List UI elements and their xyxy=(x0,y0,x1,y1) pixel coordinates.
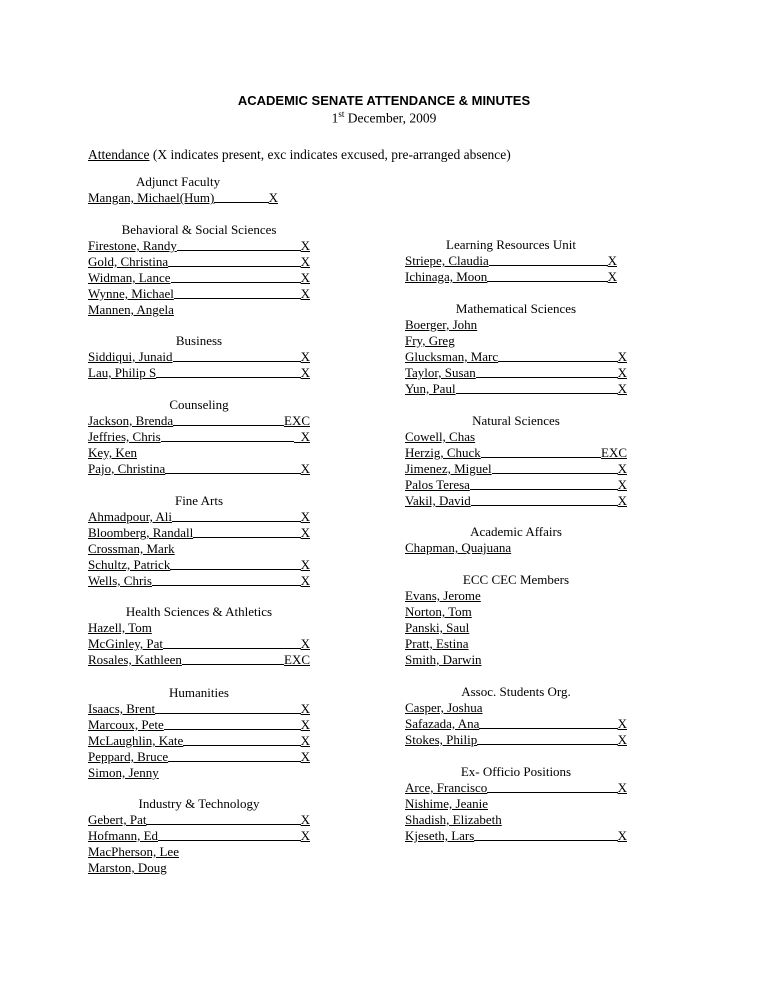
fill-line xyxy=(498,349,617,362)
member-row xyxy=(405,732,627,748)
member-row xyxy=(88,238,310,254)
member-row xyxy=(88,302,310,318)
member-name: Vakil, David xyxy=(405,493,471,508)
member-name: Peppard, Bruce xyxy=(88,749,169,764)
member-row xyxy=(88,573,310,589)
fill-line xyxy=(177,238,301,251)
member-row xyxy=(405,333,627,349)
fill-line xyxy=(173,413,284,426)
member-name: Jeffries, Chris xyxy=(88,429,161,444)
member-row xyxy=(405,445,627,461)
member-row xyxy=(88,844,310,860)
member-name: Shadish, Elizabeth xyxy=(405,812,502,827)
attendance-mark: EXC xyxy=(284,413,310,428)
fill-line xyxy=(479,716,617,729)
fill-line xyxy=(156,365,300,378)
fill-line xyxy=(168,749,300,762)
member-row xyxy=(405,588,627,604)
attendance-mark: EXC xyxy=(284,652,310,667)
document-title: ACADEMIC SENATE ATTENDANCE & MINUTES xyxy=(237,93,531,108)
member-row xyxy=(405,796,627,812)
attendance-mark: X xyxy=(617,780,627,795)
member-row xyxy=(88,286,310,302)
member-row xyxy=(405,700,627,716)
attendance-mark: X xyxy=(617,732,627,747)
member-row xyxy=(88,190,278,206)
member-name: Lau, Philip S xyxy=(88,365,157,380)
section-academic-affairs xyxy=(405,524,627,556)
section-heading: Health Sciences & Athletics xyxy=(125,604,273,619)
attendance-mark: X xyxy=(300,573,310,588)
attendance-mark: X xyxy=(617,716,627,731)
member-row xyxy=(88,717,310,733)
member-name: Palos Teresa xyxy=(405,477,470,492)
fill-line xyxy=(164,717,301,730)
member-row xyxy=(405,381,627,397)
fill-line xyxy=(171,270,301,283)
member-row xyxy=(88,365,310,381)
member-name: Rosales, Kathleen xyxy=(88,652,182,667)
fill-line xyxy=(492,461,618,474)
member-row xyxy=(405,349,627,365)
section-learning-resources-unit xyxy=(405,237,617,285)
member-name: Casper, Joshua xyxy=(405,700,483,715)
attendance-legend: Attendance (X indicates present, exc indicates excused, pre-arranged absence) xyxy=(88,147,511,162)
member-row xyxy=(88,733,310,749)
member-name: Simon, Jenny xyxy=(88,765,159,780)
section-heading: ECC CEC Members xyxy=(462,572,570,587)
member-name: Evans, Jerome xyxy=(405,588,481,603)
section-heading: Ex- Officio Positions xyxy=(460,764,572,779)
fill-line xyxy=(477,732,617,745)
member-name: Panski, Saul xyxy=(405,620,470,635)
member-name: Smith, Darwin xyxy=(405,652,482,667)
attendance-mark: X xyxy=(300,828,310,843)
section-industry-technology xyxy=(88,796,310,876)
section-heading: Learning Resources Unit xyxy=(446,237,576,252)
member-row xyxy=(88,828,310,844)
member-row xyxy=(88,349,310,365)
attendance-mark: X xyxy=(300,461,310,476)
member-name: Glucksman, Marc xyxy=(405,349,499,364)
fill-line xyxy=(163,636,301,649)
section-ex-officio-positions xyxy=(405,764,627,844)
section-heading: Humanities xyxy=(169,685,229,700)
member-name: Jimenez, Miguel xyxy=(405,461,492,476)
member-row xyxy=(88,620,310,636)
member-name: Crossman, Mark xyxy=(88,541,175,556)
section-assoc-students-org xyxy=(405,684,627,748)
attendance-mark: X xyxy=(607,269,617,284)
fill-line xyxy=(174,286,301,299)
member-name: Hofmann, Ed xyxy=(88,828,159,843)
attendance-mark: X xyxy=(617,493,627,508)
attendance-mark: X xyxy=(300,286,310,301)
fill-line xyxy=(487,780,617,793)
member-name: Striepe, Claudia xyxy=(405,253,489,268)
member-name: Schultz, Patrick xyxy=(88,557,171,572)
member-name: Pajo, Christina xyxy=(88,461,166,476)
member-row xyxy=(88,701,310,717)
member-name: Marston, Doug xyxy=(88,860,167,875)
member-name: Ahmadpour, Ali xyxy=(88,509,172,524)
fill-line xyxy=(161,429,294,442)
member-name: Herzig, Chuck xyxy=(405,445,481,460)
member-name: Firestone, Randy xyxy=(88,238,177,253)
attendance-mark: X xyxy=(617,349,627,364)
member-name: Key, Ken xyxy=(88,445,137,460)
fill-line xyxy=(168,254,300,267)
section-heading: Adjunct Faculty xyxy=(136,174,221,189)
fill-line xyxy=(471,493,618,506)
member-row xyxy=(405,828,627,844)
fill-line xyxy=(193,525,300,538)
section-heading: Academic Affairs xyxy=(470,524,562,539)
fill-line xyxy=(489,253,608,266)
member-name: Fry, Greg xyxy=(405,333,455,348)
section-ecc-cec-members xyxy=(405,572,627,668)
attendance-mark: X xyxy=(268,190,278,205)
member-row xyxy=(405,269,617,285)
member-row xyxy=(405,317,627,333)
section-fine-arts xyxy=(88,493,310,589)
member-name: Nishime, Jeanie xyxy=(405,796,489,811)
member-name: Norton, Tom xyxy=(405,604,472,619)
member-name: Isaacs, Brent xyxy=(88,701,156,716)
attendance-mark: X xyxy=(300,238,310,253)
member-row xyxy=(405,461,627,477)
fill-line xyxy=(158,828,301,841)
member-name: Stokes, Philip xyxy=(405,732,478,747)
fill-line xyxy=(182,652,284,665)
attendance-mark: EXC xyxy=(601,445,627,460)
fill-line xyxy=(470,477,618,490)
member-name: Ichinaga, Moon xyxy=(405,269,488,284)
member-name: Pratt, Estina xyxy=(405,636,469,651)
section-health-sciences-athletics xyxy=(88,604,310,668)
member-row xyxy=(405,780,627,796)
member-name: Kjeseth, Lars xyxy=(405,828,475,843)
member-row xyxy=(405,493,627,509)
member-row xyxy=(405,604,627,620)
member-name: Gold, Christina xyxy=(88,254,169,269)
section-heading: Assoc. Students Org. xyxy=(461,684,571,699)
fill-line xyxy=(474,828,617,841)
fill-line xyxy=(173,349,301,362)
attendance-mark: X xyxy=(617,477,627,492)
member-name: McLaughlin, Kate xyxy=(88,733,184,748)
attendance-mark: X xyxy=(300,525,310,540)
attendance-mark: X xyxy=(607,253,617,268)
member-name: Mannen, Angela xyxy=(88,302,174,317)
member-row xyxy=(88,254,310,270)
fill-line xyxy=(155,701,300,714)
member-name: Safazada, Ana xyxy=(405,716,480,731)
member-row xyxy=(88,541,310,557)
member-row xyxy=(88,652,310,668)
section-heading: Fine Arts xyxy=(174,493,224,508)
member-row xyxy=(88,509,310,525)
fill-line xyxy=(487,269,607,282)
member-name: Widman, Lance xyxy=(88,270,171,285)
section-adjunct-faculty xyxy=(88,174,278,206)
attendance-mark: X xyxy=(617,365,627,380)
attendance-mark: X xyxy=(300,509,310,524)
member-row xyxy=(405,716,627,732)
member-name: Yun, Paul xyxy=(405,381,456,396)
section-mathematical-sciences xyxy=(405,301,627,397)
attendance-mark: X xyxy=(300,365,310,380)
member-name: Bloomberg, Randall xyxy=(88,525,194,540)
member-name: Arce, Francisco xyxy=(405,780,488,795)
member-name: McGinley, Pat xyxy=(88,636,163,651)
member-row xyxy=(405,636,627,652)
section-counseling xyxy=(88,397,310,477)
member-name: Taylor, Susan xyxy=(405,365,476,380)
section-heading: Industry & Technology xyxy=(138,796,260,811)
member-row xyxy=(88,270,310,286)
attendance-mark: X xyxy=(300,733,310,748)
attendance-mark: X xyxy=(300,717,310,732)
member-name: Wells, Chris xyxy=(88,573,152,588)
member-row xyxy=(405,812,627,828)
attendance-mark: X xyxy=(300,701,310,716)
fill-line xyxy=(214,190,268,203)
fill-line xyxy=(183,733,300,746)
member-row xyxy=(405,477,627,493)
member-name: MacPherson, Lee xyxy=(88,844,179,859)
meeting-date: 1st December, 2009 xyxy=(331,109,437,126)
section-humanities xyxy=(88,685,310,781)
section-natural-sciences xyxy=(405,413,627,509)
fill-line xyxy=(165,461,300,474)
member-row xyxy=(405,620,627,636)
member-row xyxy=(88,413,310,429)
fill-line xyxy=(170,557,300,570)
member-row xyxy=(88,525,310,541)
member-row xyxy=(88,749,310,765)
member-row xyxy=(405,540,627,556)
attendance-mark: X xyxy=(300,270,310,285)
attendance-mark: X xyxy=(300,812,310,827)
section-business xyxy=(88,333,310,381)
member-row xyxy=(88,445,310,461)
member-name: Cowell, Chas xyxy=(405,429,476,444)
member-name: Hazell, Tom xyxy=(88,620,152,635)
fill-line xyxy=(172,509,301,522)
attendance-label: Attendance xyxy=(88,147,150,162)
member-name: Boerger, John xyxy=(405,317,478,332)
attendance-mark: _X xyxy=(294,429,310,444)
member-name: Siddiqui, Junaid xyxy=(88,349,173,364)
fill-line xyxy=(146,812,300,825)
member-row xyxy=(88,765,310,781)
fill-line xyxy=(152,573,301,586)
member-row xyxy=(88,812,310,828)
member-row xyxy=(405,253,617,269)
attendance-mark: X xyxy=(617,381,627,396)
attendance-mark: X xyxy=(300,636,310,651)
attendance-mark: X xyxy=(300,254,310,269)
member-name: Wynne, Michael xyxy=(88,286,174,301)
member-name: Marcoux, Pete xyxy=(88,717,164,732)
attendance-mark: X xyxy=(300,749,310,764)
attendance-mark: X xyxy=(617,461,627,476)
section-heading: Natural Sciences xyxy=(472,413,560,428)
section-behavioral-social-sciences xyxy=(88,222,310,318)
attendance-mark: X xyxy=(300,557,310,572)
member-row xyxy=(88,461,310,477)
section-heading: Behavioral & Social Sciences xyxy=(121,222,277,237)
section-heading: Mathematical Sciences xyxy=(455,301,577,316)
member-name: Jackson, Brenda xyxy=(88,413,174,428)
section-heading: Counseling xyxy=(169,397,229,412)
member-row xyxy=(405,365,627,381)
member-row xyxy=(405,652,627,668)
member-row xyxy=(88,557,310,573)
member-row xyxy=(88,429,310,445)
member-row xyxy=(88,636,310,652)
member-row xyxy=(405,429,627,445)
member-name: Chapman, Quajuana xyxy=(405,540,512,555)
member-name: Gebert, Pat xyxy=(88,812,147,827)
member-row xyxy=(88,860,310,876)
member-name: Mangan, Michael(Hum) xyxy=(88,190,215,205)
attendance-mark: X xyxy=(300,349,310,364)
fill-line xyxy=(476,365,618,378)
fill-line xyxy=(481,445,601,458)
section-heading: Business xyxy=(175,333,223,348)
attendance-mark: X xyxy=(617,828,627,843)
fill-line xyxy=(456,381,618,394)
